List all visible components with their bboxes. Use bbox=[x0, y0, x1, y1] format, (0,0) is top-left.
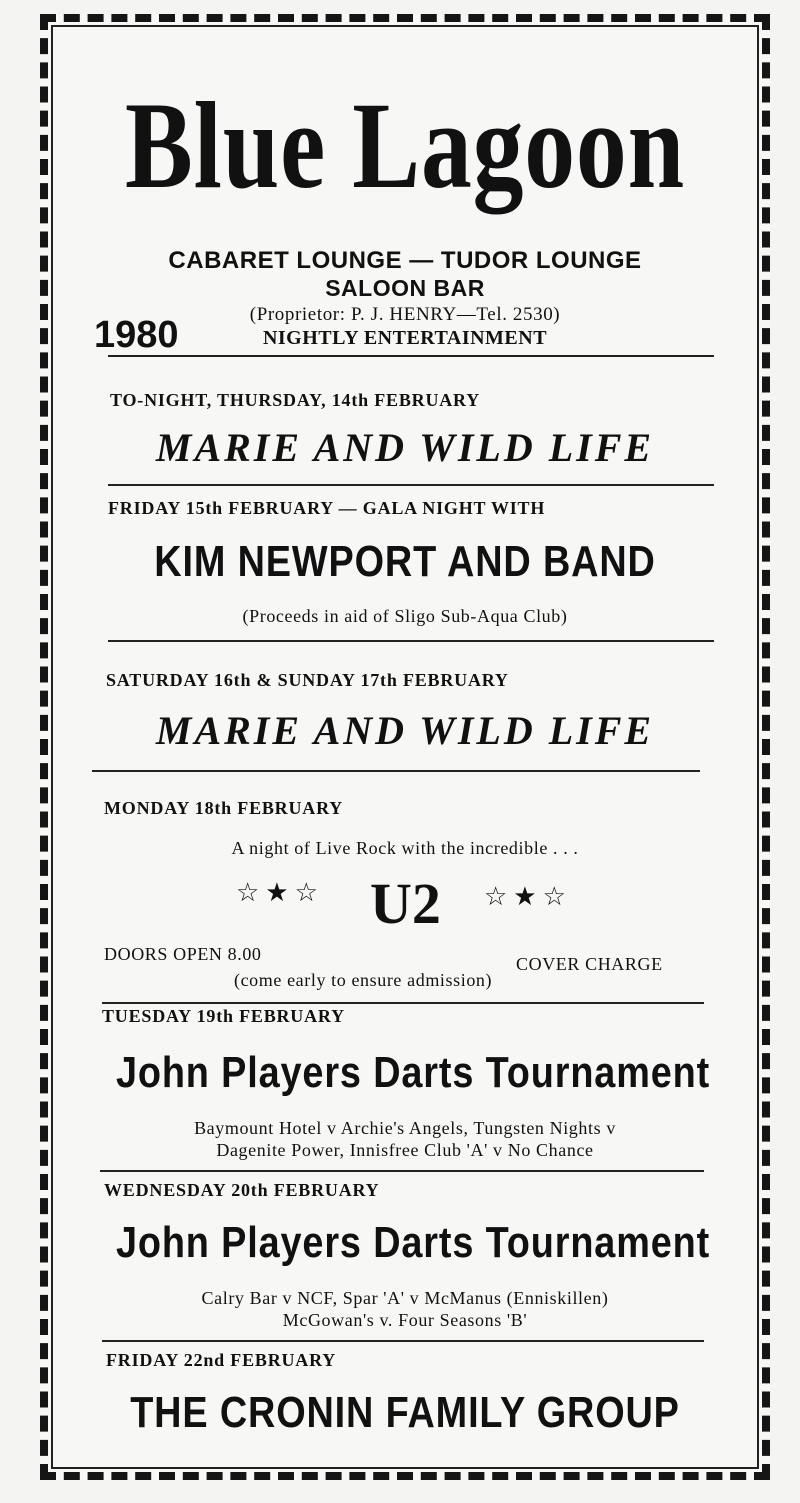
event-4-intro: A night of Live Rock with the incredible . . . bbox=[231, 838, 579, 858]
event-6-line2: McGowan's v. Four Seasons 'B' bbox=[282, 1310, 528, 1330]
event-7-act: THE CRONIN FAMILY GROUP bbox=[130, 1388, 680, 1437]
year-label: 1980 bbox=[94, 314, 179, 356]
event-2-act: KIM NEWPORT AND BAND bbox=[154, 537, 656, 586]
event-2-date: FRIDAY 15th FEBRUARY — GALA NIGHT WITH bbox=[108, 498, 546, 518]
event-2-note: (Proceeds in aid of Sligo Sub-Aqua Club) bbox=[242, 606, 568, 626]
divider bbox=[100, 1170, 704, 1172]
event-5-act: John Players Darts Tournament bbox=[115, 1048, 711, 1097]
event-4-doors: DOORS OPEN 8.00 bbox=[104, 944, 262, 964]
event-6-date: WEDNESDAY 20th FEBRUARY bbox=[104, 1180, 380, 1200]
event-1-act: MARIE AND WILD LIFE bbox=[155, 425, 655, 470]
lounges-line: CABARET LOUNGE — TUDOR LOUNGE bbox=[168, 247, 642, 274]
stars-left-icon: ☆★☆ bbox=[236, 878, 324, 907]
divider bbox=[102, 1340, 704, 1342]
divider bbox=[108, 484, 714, 486]
event-4-date: MONDAY 18th FEBRUARY bbox=[104, 798, 344, 818]
event-3-act: MARIE AND WILD LIFE bbox=[155, 708, 655, 753]
event-5-line2: Dagenite Power, Innisfree Club 'A' v No Chance bbox=[216, 1140, 594, 1160]
event-3-date: SATURDAY 16th & SUNDAY 17th FEBRUARY bbox=[106, 670, 509, 690]
saloon-bar-line: SALOON BAR bbox=[325, 275, 485, 301]
event-1-date: TO-NIGHT, THURSDAY, 14th FEBRUARY bbox=[110, 390, 481, 410]
event-4-cover: COVER CHARGE bbox=[516, 954, 663, 974]
event-5-line1: Baymount Hotel v Archie's Angels, Tungsten Nights v bbox=[194, 1118, 616, 1138]
divider bbox=[108, 640, 714, 642]
event-5-date: TUESDAY 19th FEBRUARY bbox=[102, 1006, 345, 1026]
event-6-act: John Players Darts Tournament bbox=[115, 1218, 711, 1267]
event-4-note: (come early to ensure admission) bbox=[234, 970, 493, 990]
venue-title: Blue Lagoon bbox=[125, 77, 685, 214]
divider bbox=[102, 1002, 704, 1004]
event-6-line1: Calry Bar v NCF, Spar 'A' v McManus (Enniskillen) bbox=[201, 1288, 609, 1308]
event-7-date: FRIDAY 22nd FEBRUARY bbox=[106, 1350, 337, 1370]
event-4-act: U2 bbox=[370, 871, 441, 936]
proprietor-line: (Proprietor: P. J. HENRY—Tel. 2530) bbox=[249, 304, 561, 325]
divider bbox=[108, 355, 714, 357]
stars-right-icon: ☆★☆ bbox=[484, 882, 572, 911]
advertisement-frame bbox=[40, 14, 770, 1480]
divider bbox=[92, 770, 700, 772]
nightly-entertainment: NIGHTLY ENTERTAINMENT bbox=[262, 327, 548, 349]
